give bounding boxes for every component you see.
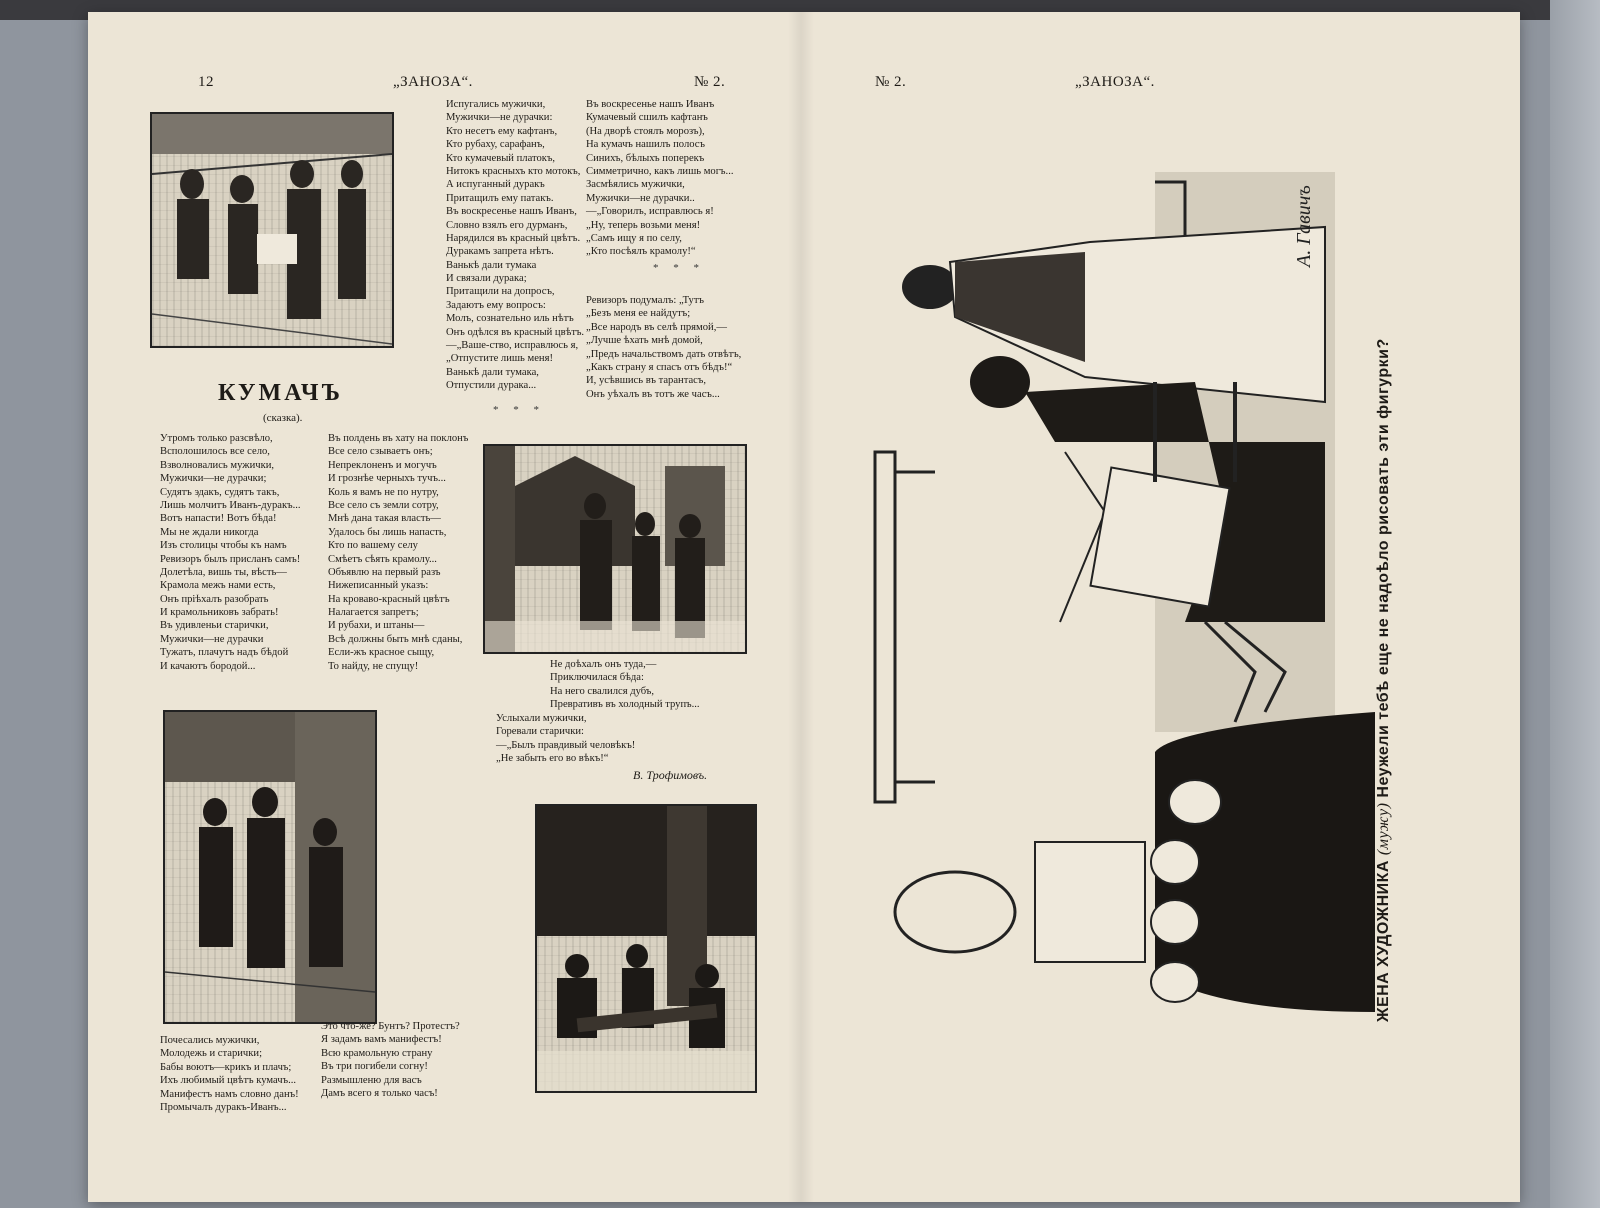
verse-line: Дуракамъ запрета нѣтъ. — [446, 246, 554, 258]
verse-line: И рубахи, и штаны— — [328, 620, 425, 632]
verse-line: Размышленю для васъ — [321, 1074, 422, 1086]
verse-line: Задаютъ ему вопросъ: — [446, 299, 546, 311]
verse-line: Кто несетъ ему кафтанъ, — [446, 125, 558, 137]
verse-line: Молодежь и старички; — [160, 1048, 263, 1060]
illustration-arrest-scene — [163, 710, 377, 1024]
verse-line: Непреклоненъ и могучъ — [328, 459, 437, 471]
verse-line: Всю крамольную страну — [321, 1047, 433, 1059]
poem-title: КУМАЧЪ — [218, 380, 343, 406]
verse-line: Засмѣялись мужички, — [586, 179, 685, 191]
verse-line: Коль я вамъ не по нутру, — [328, 486, 439, 498]
verse-line: Ревизоръ подумалъ: „Тутъ — [586, 295, 704, 306]
divider-stars: * * * — [653, 262, 705, 274]
verse-line: Всполошилось все село, — [160, 446, 270, 458]
verse-line: „Отпустите лишь меня! — [446, 353, 553, 365]
verse-line: Тужатъ, плачутъ надъ бѣдой — [160, 647, 289, 659]
cartoon-artist-and-wife — [855, 152, 1380, 1027]
verse-line: Нижеписанный указъ: — [328, 580, 429, 592]
verse-line: Онъ уѣхалъ въ тотъ же часъ... — [586, 388, 720, 400]
verse-line: Отпустили дурака... — [446, 380, 537, 392]
verse-line: „Ну, теперь возьми меня! — [586, 219, 701, 231]
verse-line: Мужички—не дурачки: — [446, 112, 553, 124]
verse-line: Синихъ, бѣлыхъ поперекъ — [586, 152, 705, 164]
verse-line: —„Говорилъ, исправлюсь я! — [586, 206, 714, 218]
verse-line: То найду, не спущу! — [328, 660, 419, 672]
verse-line: Превративъ въ холодный трупъ... — [550, 699, 700, 711]
verse-line: Почесались мужички, — [160, 1035, 260, 1046]
author-signature: В. Трофимовъ. — [633, 768, 708, 782]
verse-line: „Кто посѣялъ крамолу!“ — [586, 246, 696, 258]
verse-line: Въ воскресенье нашъ Иванъ, — [446, 206, 577, 218]
poem-column-f-part1 — [550, 658, 700, 712]
verse-line: Лишь молчитъ Иванъ-дуракъ... — [160, 499, 301, 511]
journal-name: „ЗАНОЗА“. — [393, 74, 473, 90]
poem-column-b — [328, 432, 468, 673]
verse-line: Онъ одѣлся въ красный цвѣтъ. — [446, 326, 585, 338]
poem-subtitle: (сказка). — [263, 412, 303, 424]
verse-line: На кроваво-красный цвѣтъ — [328, 593, 450, 605]
verse-line: Налагается запретъ; — [328, 607, 419, 619]
verse-line: И качаютъ бородой... — [160, 660, 256, 672]
verse-line: И грознѣе черныхъ тучъ... — [328, 473, 446, 485]
verse-line: Промычалъ дуракъ-Иванъ... — [160, 1101, 287, 1113]
verse-line: Бабы воютъ—крикъ и плачъ; — [160, 1061, 292, 1073]
verse-line: Дамъ всего я только часъ! — [321, 1087, 438, 1099]
verse-line: Кто кумачевый платокъ, — [446, 152, 556, 164]
verse-line: Мужички—не дурачки.. — [586, 192, 695, 204]
verse-line: И, усѣвшись въ тарантасъ, — [586, 375, 706, 387]
verse-line: Нитокъ красныхъ кто мотокъ, — [446, 165, 581, 177]
right-page — [800, 12, 1520, 1202]
svg-text:А. Гавичъ: А. Гавичъ — [1293, 185, 1315, 267]
verse-line: А испуганный дуракъ — [446, 179, 545, 191]
verse-line: Въ воскресенье нашъ Иванъ — [586, 99, 715, 110]
issue-number: № 2. — [694, 74, 726, 90]
cartoon-caption — [1375, 338, 1393, 1022]
verse-line: Мы не ждали никогда — [160, 526, 259, 538]
caption-aside: (мужу) — [1375, 802, 1392, 856]
verse-line: Ихъ любимый цвѣтъ кумачъ... — [160, 1075, 297, 1087]
verse-line: Въ удивленьи старички, — [160, 620, 269, 632]
verse-line: —„Былъ правдивый человѣкъ! — [496, 739, 636, 751]
poem-column-f-part2 — [496, 712, 635, 766]
verse-line: Въ три погибели согну! — [321, 1061, 428, 1073]
verse-line: Судятъ эдакъ, судятъ такъ, — [160, 486, 280, 498]
verse-line: „Предъ начальствомъ дать отвѣтъ, — [586, 348, 742, 360]
journal-name: „ЗАНОЗА“. — [1075, 74, 1155, 90]
verse-line: Молъ, сознательно иль нѣтъ — [446, 313, 574, 325]
illustration-village-street — [483, 444, 747, 654]
poem-column-e — [586, 294, 741, 401]
verse-line: Крамола межъ нами есть, — [160, 580, 276, 592]
verse-line: Я задамъ вамъ манифестъ! — [321, 1034, 442, 1046]
verse-line: Услыхали мужички, — [496, 713, 587, 724]
verse-line: На кумачъ нашилъ полосъ — [586, 139, 705, 151]
verse-line: Вотъ напасти! Вотъ бѣда! — [160, 513, 277, 525]
verse-line: Приключилася бѣда: — [550, 672, 644, 684]
verse-line: „Безъ меня ее найдутъ; — [586, 308, 691, 320]
caption-lead: ЖЕНА ХУДОЖНИКА — [1375, 860, 1392, 1022]
verse-line: И связали дурака; — [446, 273, 527, 285]
page-number: 12 — [198, 74, 214, 90]
poem-column-a — [160, 432, 301, 673]
verse-line: Все село съ земли сотру, — [328, 499, 439, 511]
verse-line: „Какъ страну я спасъ отъ бѣдъ!“ — [586, 361, 733, 373]
verse-line: Испугались мужички, — [446, 99, 546, 110]
newspaper-spread — [88, 12, 1520, 1202]
verse-line: Всѣ должны быть мнѣ сданы, — [328, 633, 463, 645]
left-page — [88, 12, 800, 1202]
verse-line: Онъ пріѣхалъ разобрать — [160, 593, 269, 605]
verse-line: Это что-же? Бунтъ? Протестъ? — [321, 1021, 460, 1032]
verse-line: Въ полдень въ хату на поклонъ — [328, 433, 469, 444]
verse-line: Ванькѣ дали тумака — [446, 259, 537, 271]
verse-line: Долетѣла, вишь ты, вѣсть— — [160, 566, 287, 578]
verse-line: Объявлю на первый разъ — [328, 566, 441, 578]
verse-line: Мужички—не дурачки — [160, 633, 264, 645]
poem-column-g — [160, 1034, 299, 1114]
verse-line: И крамольниковъ забрать! — [160, 607, 279, 619]
verse-line: Симметрично, какъ лишь могъ... — [586, 165, 734, 177]
verse-line: Кумачевый сшилъ кафтанъ — [586, 112, 708, 124]
verse-line: Ванькѣ дали тумака, — [446, 366, 539, 378]
verse-line: На него свалился дубъ, — [550, 685, 655, 697]
verse-line: Нарядился въ красный цвѣтъ. — [446, 232, 581, 244]
verse-line: Кто рубаху, сарафанъ, — [446, 139, 545, 151]
verse-line: „Самъ ищу я по селу, — [586, 232, 682, 244]
divider-stars: * * * — [493, 404, 545, 416]
verse-line: Смѣетъ сѣять крамолу... — [328, 553, 437, 565]
verse-line: Изъ столицы чтобы къ намъ — [160, 540, 287, 552]
verse-line: „Лучше ѣхать мнѣ домой, — [586, 335, 703, 347]
verse-line: Словно взялъ его дурманъ, — [446, 219, 568, 231]
verse-line: Кто по вашему селу — [328, 540, 418, 552]
poem-column-c — [446, 98, 584, 393]
verse-line: (На дворѣ стоялъ морозъ), — [586, 125, 705, 137]
verse-line: Все село сзываетъ онъ; — [328, 446, 433, 458]
verse-line: Ревизоръ былъ присланъ самъ! — [160, 553, 301, 565]
verse-line: „Все народъ въ селѣ прямой,— — [586, 321, 727, 333]
verse-line: Утромъ только разсвѣло, — [160, 433, 273, 444]
verse-line: „Не забыть его во вѣкъ!“ — [496, 753, 609, 765]
verse-line: Мнѣ дана такая власть— — [328, 513, 441, 525]
verse-line: Удалось бы лишь напасть, — [328, 526, 447, 538]
verse-line: Мужички—не дурачки; — [160, 473, 267, 485]
illustration-peasants-in-hut — [150, 112, 394, 348]
issue-number: № 2. — [875, 74, 907, 90]
verse-line: Притащили на допросъ, — [446, 286, 555, 298]
verse-line: Не доѣхалъ онъ туда,— — [550, 659, 657, 670]
verse-line: Притащилъ ему патакъ. — [446, 192, 554, 204]
background-right-edge — [1550, 0, 1600, 1208]
verse-line: —„Ваше-ство, исправлюсь я, — [446, 340, 579, 352]
poem-column-d — [586, 98, 734, 259]
poem-column-h — [321, 1020, 460, 1100]
illustration-fallen-tree — [535, 804, 757, 1093]
verse-line: Манифестъ намъ словно данъ! — [160, 1088, 299, 1100]
verse-line: Горевали старички: — [496, 726, 584, 738]
verse-line: Взволновались мужички, — [160, 459, 275, 471]
verse-line: Если-жъ красное сыщу, — [328, 647, 435, 659]
caption-text: Неужели тебѣ еще не надоѣло рисовать эти фигурки? — [1375, 338, 1392, 798]
